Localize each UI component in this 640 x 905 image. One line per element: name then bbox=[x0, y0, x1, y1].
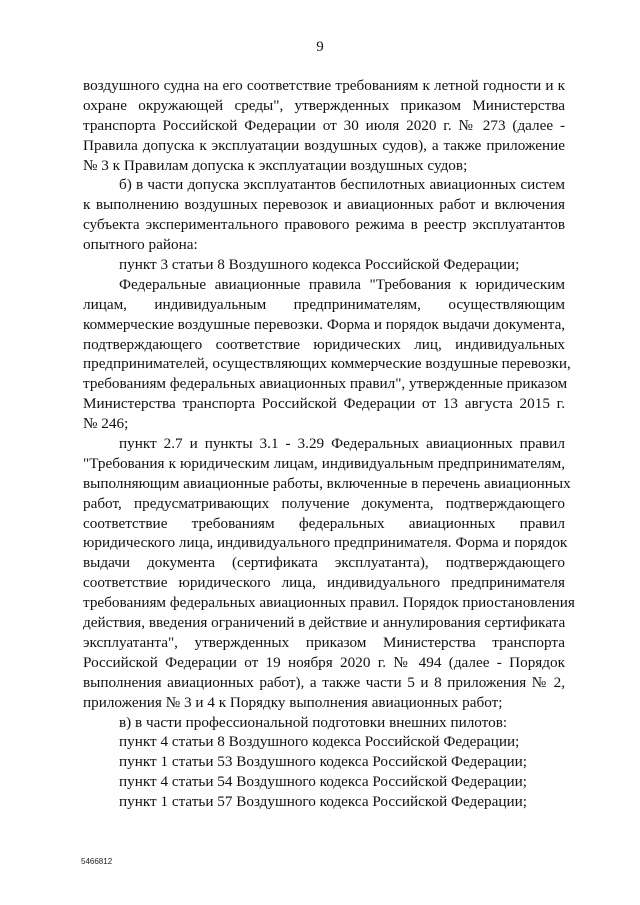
text-line: Министерства транспорта Российской Федерации от 13 августа 2015 г. bbox=[83, 395, 565, 413]
text-line: выдачи документа (сертификата эксплуатанта), подтверждающего bbox=[83, 554, 565, 572]
text-line: выполнения авиационных работ), а также части 5 и 8 приложения № 2, bbox=[83, 673, 565, 691]
text-line: требованиям федеральных авиационных правил", утвержденные приказом bbox=[83, 375, 568, 393]
text-line: пункт 2.7 и пункты 3.1 - 3.29 Федеральных авиационных правил bbox=[119, 435, 565, 453]
text-line: № 3 к Правилам допуска к эксплуатации воздушных судов; bbox=[83, 156, 468, 174]
text-line: б) в части допуска эксплуатантов беспилотных авиационных систем bbox=[119, 176, 565, 194]
text-line: опытного района: bbox=[83, 236, 198, 254]
text-line: приложения № 3 и 4 к Порядку выполнения авиационных работ; bbox=[83, 693, 503, 711]
text-line: соответствие юридического лица, индивидуального предпринимателя bbox=[83, 574, 565, 592]
text-line: Российской Федерации от 19 ноября 2020 г. № 494 (далее - Порядок bbox=[83, 653, 565, 671]
text-line: предпринимателей, осуществляющих коммерческие воздушные перевозки, bbox=[83, 355, 571, 373]
text-line: выполняющим авиационные работы, включенные в перечень авиационных bbox=[83, 474, 571, 492]
text-line: Правила допуска к эксплуатации воздушных судов), а также приложение bbox=[83, 136, 565, 154]
text-line: действия, введения ограничений в действие и аннулирования сертификата bbox=[83, 614, 566, 632]
text-line: соответствие требованиям федеральных авиационных правил bbox=[83, 514, 565, 532]
text-line: пункт 4 статьи 54 Воздушного кодекса Российской Федерации; bbox=[119, 773, 527, 791]
text-line: лицам, индивидуальным предпринимателям, осуществляющим bbox=[83, 295, 565, 313]
page-number: 9 bbox=[316, 39, 324, 55]
text-line: субъекта экспериментального правового режима в реестр эксплуатантов bbox=[83, 216, 565, 234]
text-line: пункт 4 статьи 8 Воздушного кодекса Российской Федерации; bbox=[119, 733, 520, 751]
text-line: пункт 1 статьи 57 Воздушного кодекса Российской Федерации; bbox=[119, 793, 527, 811]
text-line: № 246; bbox=[83, 415, 129, 433]
text-line: коммерческие воздушные перевозки. Форма и порядок выдачи документа, bbox=[83, 315, 566, 333]
text-line: охране окружающей среды", утвержденных приказом Министерства bbox=[83, 96, 565, 114]
text-line: эксплуатанта", утвержденных приказом Министерства транспорта bbox=[83, 633, 565, 651]
text-line: транспорта Российской Федерации от 30 июля 2020 г. № 273 (далее - bbox=[83, 116, 565, 134]
text-line: воздушного судна на его соответствие требованиям к летной годности и к bbox=[83, 77, 565, 94]
document-code: 5466812 bbox=[81, 857, 113, 866]
text-line: "Требования к юридическим лицам, индивидуальным предпринимателям, bbox=[83, 454, 565, 472]
text-line: пункт 3 статьи 8 Воздушного кодекса Российской Федерации; bbox=[119, 256, 520, 274]
text-line: Федеральные авиационные правила "Требования к юридическим bbox=[119, 275, 565, 293]
text-line: пункт 1 статьи 53 Воздушного кодекса Российской Федерации; bbox=[119, 753, 527, 771]
text-line: к выполнению воздушных перевозок и авиационных работ и включения bbox=[83, 196, 565, 214]
text-line: юридического лица, индивидуального предпринимателя. Форма и порядок bbox=[83, 534, 568, 552]
text-line: подтверждающего соответствие юридических лиц, индивидуальных bbox=[83, 335, 565, 353]
text-line: требованиям федеральных авиационных правил. Порядок приостановления bbox=[83, 594, 575, 612]
document-body bbox=[83, 76, 575, 812]
text-line: в) в части профессиональной подготовки внешних пилотов: bbox=[119, 713, 508, 731]
text-line: работ, предусматривающих получение документа, подтверждающего bbox=[83, 494, 565, 512]
